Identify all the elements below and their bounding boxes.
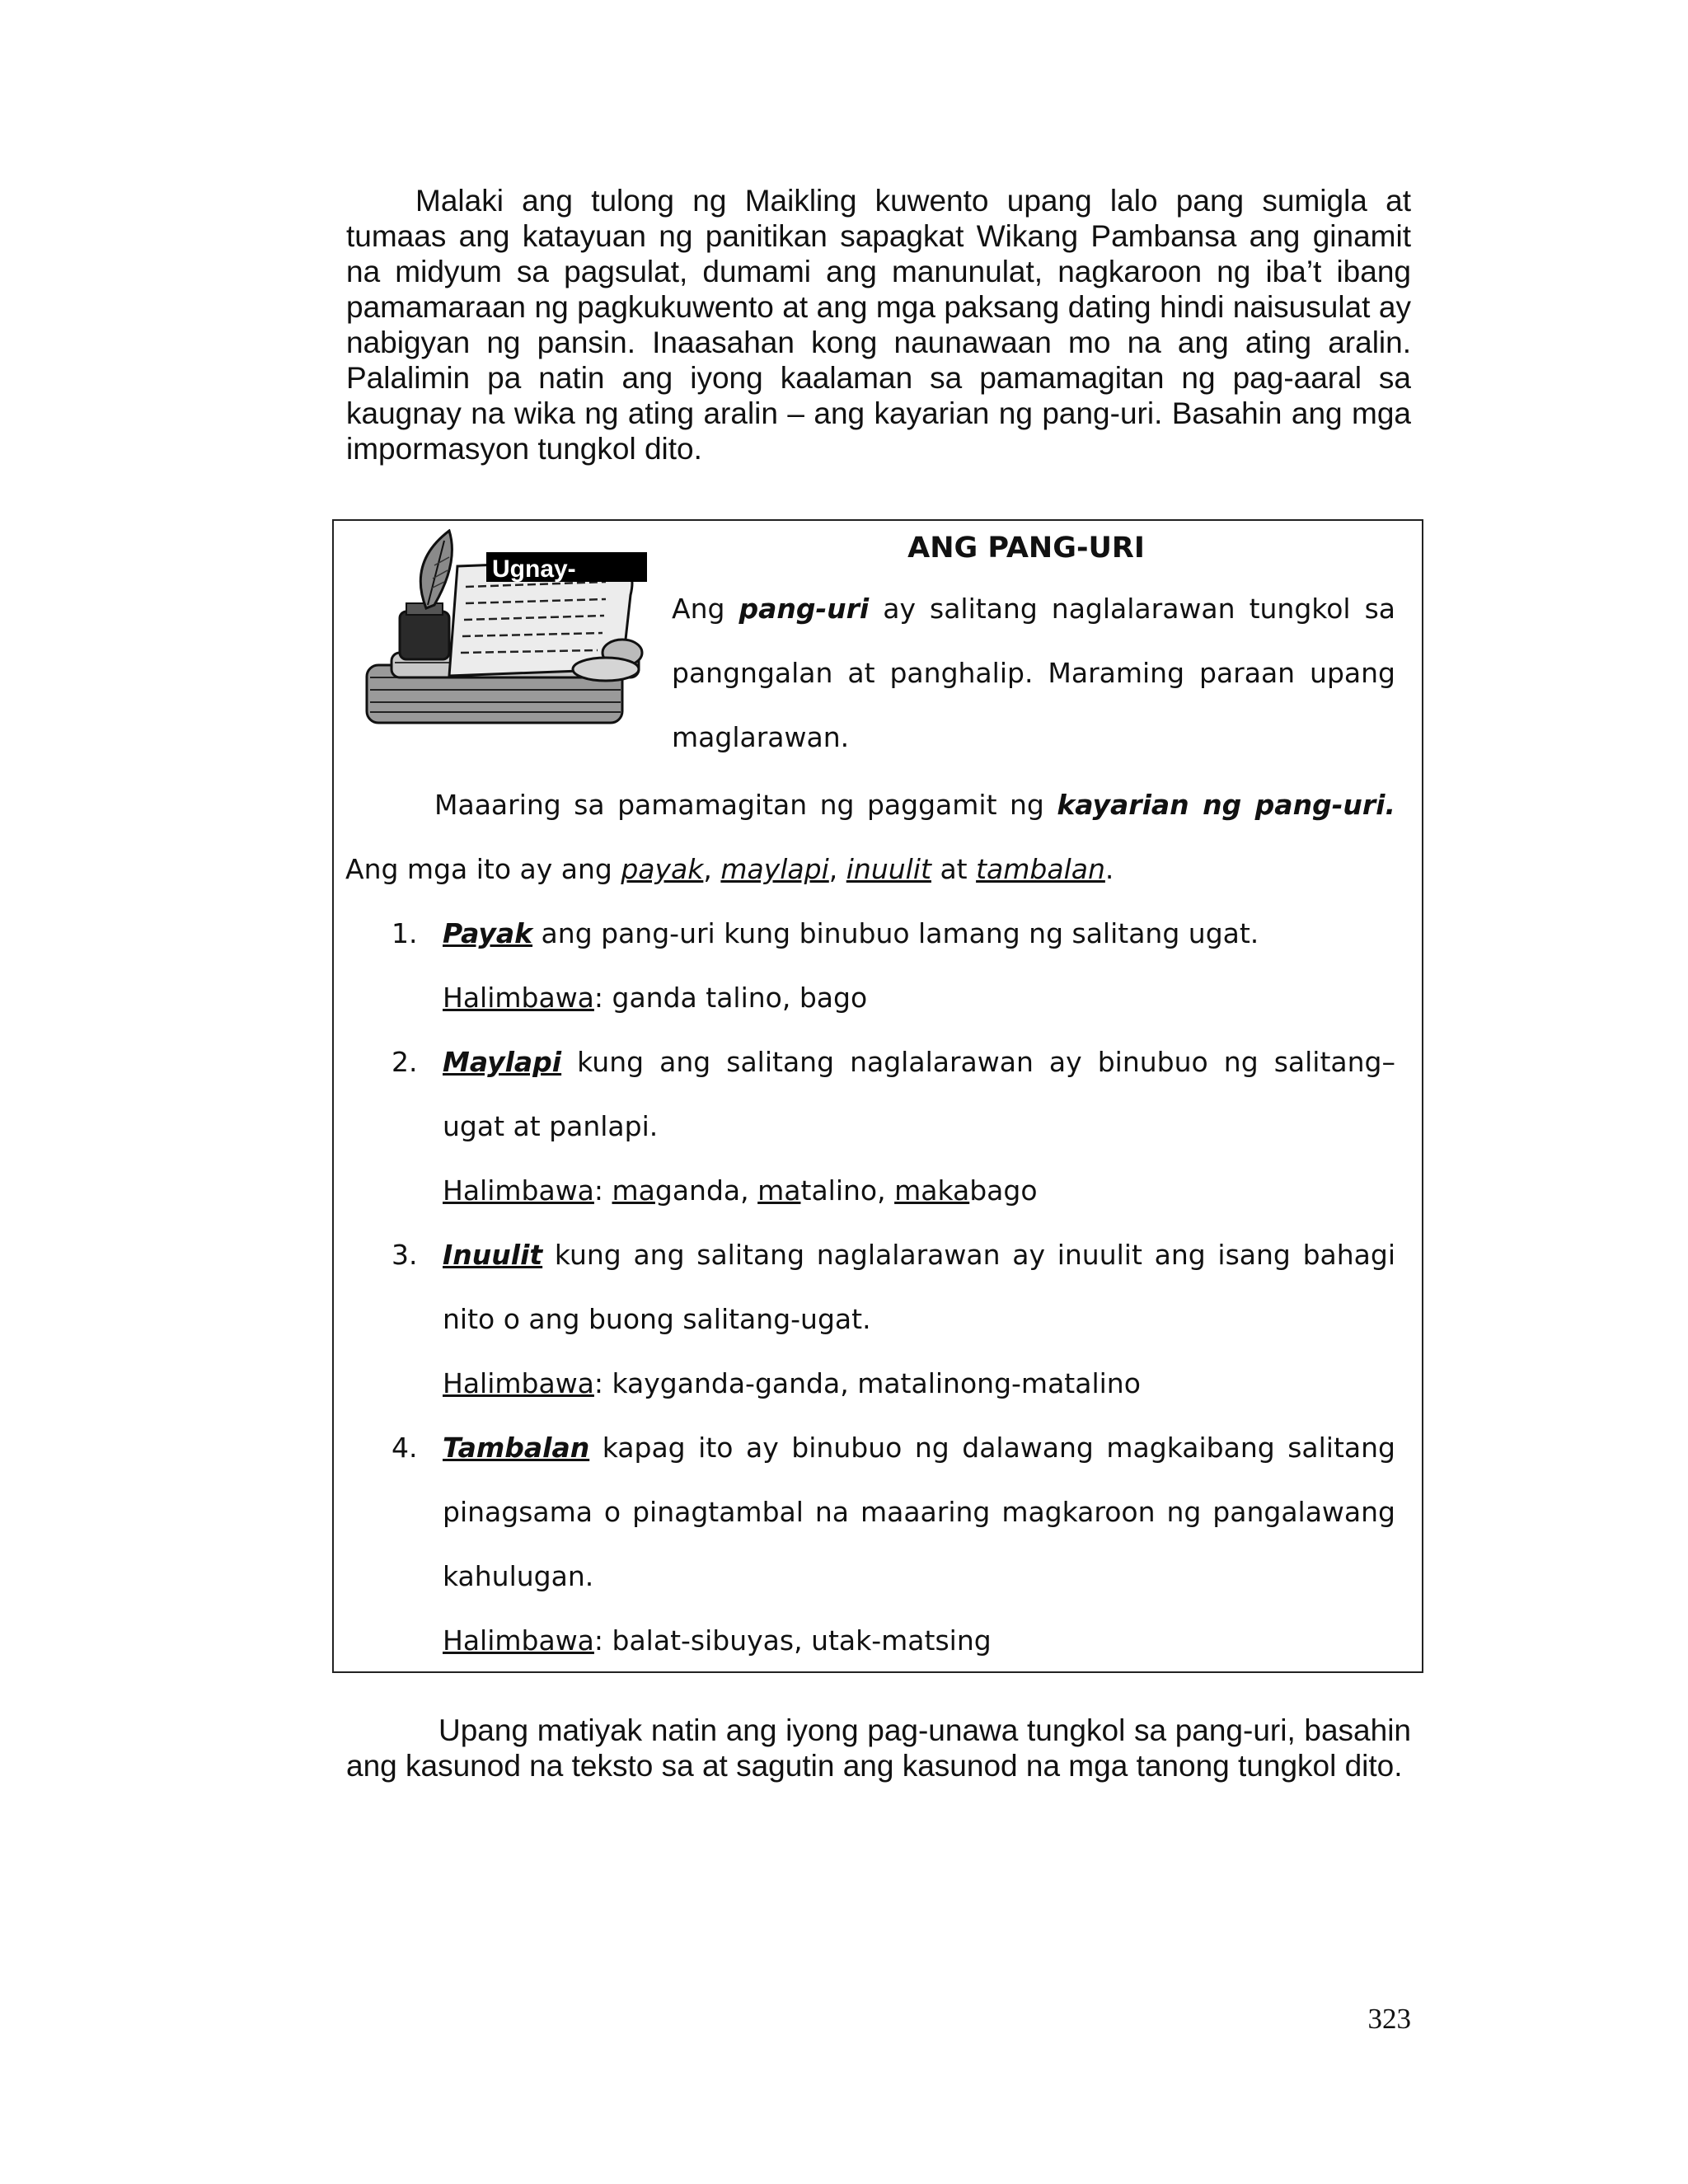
example-colon: : (593, 1367, 612, 1399)
item-desc: kapag ito ay binubuo ng dalawang magkaibang salitang pinagsama o pinagtambal na maaaring magkaroon ng pangalawang kahulugan. (443, 1432, 1395, 1592)
item-term: Tambalan (443, 1432, 590, 1464)
box-title: ANG PANG-URI (907, 532, 1145, 565)
item-term: Payak (443, 917, 533, 949)
example-line (443, 966, 1395, 1030)
closing-text: Upang matiyak natin ang iyong pag-unawa tungkol sa pang-uri, basahin ang kasunod na teksto sa at sagutin ang kasunod na mga tanong tungkol dito. (346, 1713, 1411, 1783)
example-root: bago (969, 1174, 1038, 1207)
p2-term-tambalan: tambalan (976, 853, 1105, 885)
list-item (392, 1416, 1395, 1673)
item-text (443, 1223, 1395, 1352)
example-label: Halimbawa (443, 1174, 594, 1207)
item-number: 4. (392, 1432, 418, 1464)
example-affix: maka (894, 1174, 970, 1207)
item-number: 3. (392, 1239, 418, 1271)
item-desc: kung ang salitang naglalarawan ay inuulit ang isang bahagi nito o ang buong salitang-ugat. (443, 1239, 1395, 1335)
definition-paragraph (672, 577, 1395, 770)
p2-comma-1: , (703, 853, 721, 885)
example-affix: ma (612, 1174, 655, 1207)
item-number: 2. (392, 1046, 418, 1078)
example-text: kayganda-ganda, matalinong-matalino (612, 1367, 1141, 1399)
item-term: Inuulit (443, 1239, 543, 1271)
p2-comma-2: , (828, 853, 846, 885)
def-pre: Ang (672, 593, 739, 625)
example-line (443, 1609, 1395, 1673)
item-desc: kung ang salitang naglalarawan ay binubuo ng salitang–ugat at panlapi. (443, 1046, 1395, 1142)
page-number: 323 (1367, 2003, 1411, 2035)
closing-paragraph (346, 1713, 1411, 1783)
intro-paragraph (346, 183, 1411, 466)
p2-term-payak: payak (621, 853, 704, 885)
example-colon: : (593, 1624, 612, 1657)
kayarian-list (392, 902, 1395, 1673)
item-term: Maylapi (443, 1046, 562, 1078)
books-quill-scroll-icon (359, 529, 655, 735)
kayarian-paragraph (345, 773, 1395, 902)
example-colon: : (593, 982, 612, 1014)
def-post: ay salitang naglalarawan tungkol sa pangngalan at panghalip. Maraming paraan upang maglarawan. (672, 593, 1395, 753)
example-label: Halimbawa (443, 1367, 594, 1399)
example-label: Halimbawa (443, 1624, 594, 1657)
example-affix: ma (757, 1174, 801, 1207)
example-root: ganda, (654, 1174, 758, 1207)
p2-at: at (931, 853, 977, 885)
example-text: ganda talino, bago (612, 982, 868, 1014)
p2-term-inuulit: inuulit (846, 853, 931, 885)
pang-uri-box (332, 519, 1423, 1673)
p2-pre: Maaaring sa pamamagitan ng paggamit ng (434, 789, 1057, 821)
p2-term-maylapi: maylapi (720, 853, 829, 885)
example-label: Halimbawa (443, 982, 594, 1014)
example-text: balat-sibuyas, utak-matsing (612, 1624, 992, 1657)
def-term: pang-uri (738, 593, 870, 625)
badge-text: Ugnay- (492, 555, 576, 583)
example-colon: : (593, 1174, 612, 1207)
p2-mid: Ang mga ito ay ang (345, 853, 621, 885)
example-line (443, 1159, 1395, 1223)
item-desc: ang pang-uri kung binubuo lamang ng salitang ugat. (532, 917, 1259, 949)
list-item (392, 902, 1395, 1030)
item-number: 1. (392, 917, 418, 949)
item-text (443, 1030, 1395, 1159)
example-root: talino, (800, 1174, 895, 1207)
p2-end: . (1104, 853, 1114, 885)
list-item (392, 1223, 1395, 1416)
p2-term: kayarian ng pang-uri. (1057, 789, 1395, 821)
item-text (443, 1416, 1395, 1609)
list-item (392, 1030, 1395, 1223)
intro-text: Malaki ang tulong ng Maikling kuwento upang lalo pang sumigla at tumaas ang katayuan ng panitikan sapagkat Wikang Pambansa ang ginamit na midyum sa pagsulat, dumami ang manunulat, nagkaroon ng iba’t ibang pamamaraan ng pagkukuwento at ang mga paksang dating hindi naisusulat ay nabigyan ng pansin. Inaasahan kong naunawaan mo na ang ating aralin. Palalimin pa natin ang iyong kaalaman sa pamamagitan ng pag-aaral sa kaugnay na wika ng ating aralin – ang kayarian ng pang-uri. Basahin ang mga impormasyon tungkol dito. (346, 184, 1411, 466)
example-line (443, 1352, 1395, 1416)
item-text (443, 902, 1395, 966)
